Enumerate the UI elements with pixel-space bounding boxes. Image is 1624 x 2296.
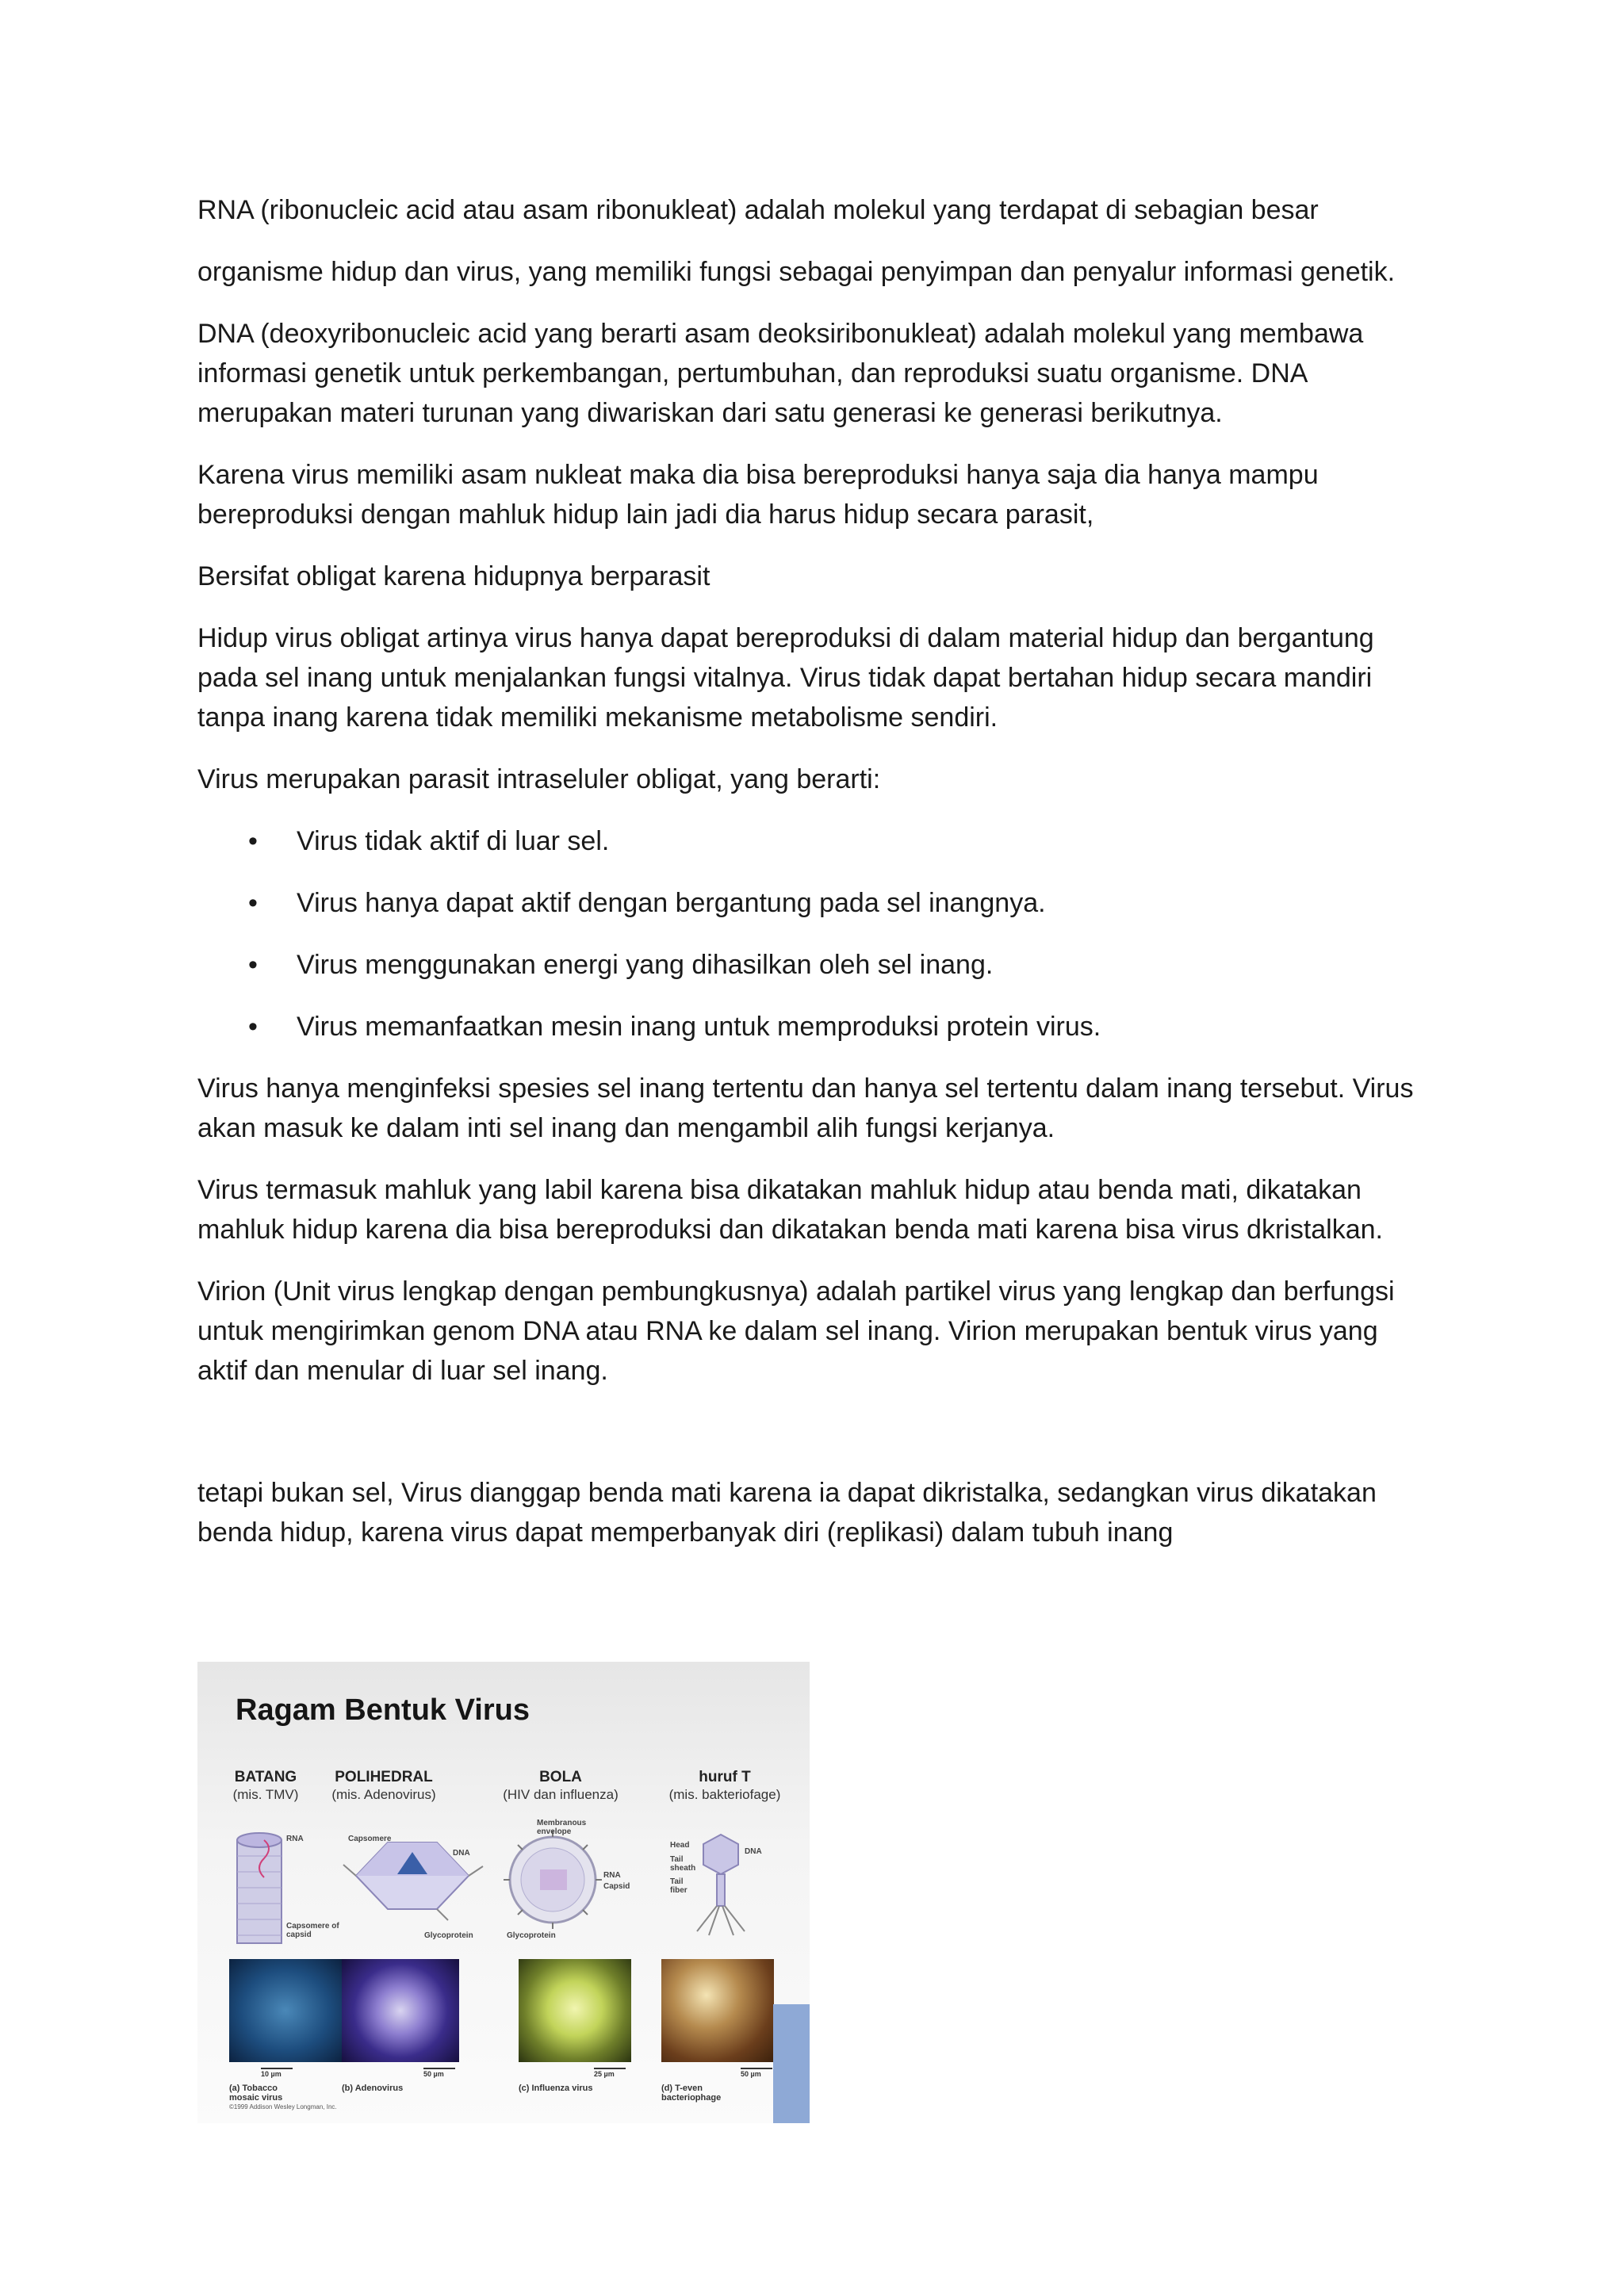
column-sub-batang: (mis. TMV) [232, 1787, 299, 1802]
label-tail-fiber: Tail fiber [670, 1877, 688, 1895]
bullet-icon: • [248, 888, 258, 918]
list-item-text: Virus hanya dapat aktif dengan bergantung pada sel inangnya. [297, 888, 1046, 918]
label-dna: DNA [453, 1849, 470, 1858]
label-glycoprotein: Glycoprotein [424, 1931, 473, 1940]
column-sub-huruf-t: (mis. bakteriofage) [668, 1787, 781, 1802]
paragraph-rna-1: RNA (ribonucleic acid atau asam ribonukleat) adalah molekul yang terdapat di sebagian besar [197, 195, 1319, 225]
column-head-bola: BOLA [539, 1769, 582, 1785]
spacer [197, 1575, 1434, 1662]
adenovirus-micrograph [342, 1959, 459, 2062]
label-membranous-envelope: Membranous envelope [537, 1819, 587, 1836]
rod-virus-diagram [237, 1833, 282, 1943]
spacer [197, 1413, 1434, 1473]
scale-bar-c: 25 µm [594, 2068, 626, 2078]
bullet-icon: • [248, 1012, 258, 1042]
column-sub-bola: (HIV dan influenza) [503, 1787, 619, 1802]
sphere-virus-diagram [504, 1831, 602, 1929]
column-head-batang: BATANG [234, 1769, 297, 1785]
list-item [197, 1007, 1434, 1047]
label-dna-phage: DNA [745, 1847, 762, 1856]
influenza-micrograph [519, 1959, 631, 2062]
virus-shapes-figure [197, 1662, 810, 2123]
label-rna-sphere: RNA [603, 1871, 621, 1880]
caption-influenza: (c) Influenza virus [519, 2084, 593, 2093]
label-capsid: Capsid [603, 1882, 630, 1891]
figure-copyright: ©1999 Addison Wesley Longman, Inc. [229, 2103, 337, 2110]
label-capsomere-of-capsid: Capsomere of capsid [286, 1922, 339, 1939]
paragraph-parasit-intraseluler: Virus merupakan parasit intraseluler obligat, yang berarti: [197, 764, 881, 794]
bacteriophage-micrograph [661, 1959, 774, 2062]
paragraph-bukan-sel: tetapi bukan sel, Virus dianggap benda mati karena ia dapat dikristalka, sedangkan virus dikatakan benda hidup, karena virus dapat memperbanyak diri (replikasi) dalam tubuh inang [197, 1478, 1377, 1548]
figure-title: Ragam Bentuk Virus [236, 1693, 530, 1727]
bullet-icon: • [248, 950, 258, 980]
column-head-huruf-t: huruf T [699, 1769, 751, 1785]
list-item-text: Virus memanfaatkan mesin inang untuk memproduksi protein virus. [297, 1012, 1101, 1042]
column-head-polihedral: POLIHEDRAL [335, 1769, 433, 1785]
list-item-text: Virus tidak aktif di luar sel. [297, 826, 610, 856]
paragraph-dna: DNA (deoxyribonucleic acid yang berarti asam deoksiribonukleat) adalah molekul yang membawa informasi genetik untuk perkembangan, pertumbuhan, dan reproduksi suatu organisme. DNA merupakan materi turunan yang diwariskan dari satu generasi ke generasi berikutnya. [197, 319, 1364, 428]
scale-bar-a: 10 µm [261, 2068, 293, 2078]
label-head: Head [670, 1841, 690, 1850]
bacteriophage-diagram [697, 1835, 745, 1935]
label-glycoprotein-sphere: Glycoprotein [507, 1931, 556, 1940]
list-item-text: Virus menggunakan energi yang dihasilkan oleh sel inang. [297, 950, 994, 980]
paragraph-reproduksi: Karena virus memiliki asam nukleat maka dia bisa bereproduksi hanya saja dia hanya mampu bereproduksi dengan mahluk hidup lain jadi dia harus hidup secara parasit, [197, 460, 1319, 530]
label-capsomere: Capsomere [348, 1835, 392, 1843]
paragraph-labil: Virus termasuk mahluk yang labil karena bisa dikatakan mahluk hidup atau benda mati, dikatakan mahluk hidup karena dia bisa bereproduksi dan dikatakan benda mati karena bisa virus dkristalkan. [197, 1175, 1383, 1245]
caption-adenovirus: (b) Adenovirus [342, 2084, 404, 2093]
tmv-micrograph [229, 1959, 342, 2062]
bullet-icon: • [248, 826, 258, 856]
label-tail-sheath: Tail sheath [670, 1855, 696, 1873]
label-rna: RNA [286, 1835, 304, 1843]
decorative-corner [773, 2004, 810, 2123]
caption-t-even-bacteriophage: (d) T-even bacteriophage [661, 2084, 722, 2103]
paragraph-hidup-obligat: Hidup virus obligat artinya virus hanya dapat bereproduksi di dalam material hidup dan bergantung pada sel inang untuk menjalankan fungsi vitalnya. Virus tidak dapat bertahan hidup secara mandiri tanpa inang karena tidak memiliki mekanisme metabolisme sendiri. [197, 623, 1374, 733]
scale-bar-b: 50 µm [423, 2068, 455, 2078]
paragraph-virion: Virion (Unit virus lengkap dengan pembungkusnya) adalah partikel virus yang lengkap dan berfungsi untuk mengirimkan genom DNA atau RNA ke dalam sel inang. Virion merupakan bentuk virus yang aktif dan menular di luar sel inang. [197, 1276, 1395, 1386]
paragraph-inang-spesifik: Virus hanya menginfeksi spesies sel inang tertentu dan hanya sel tertentu dalam inang tersebut. Virus akan masuk ke dalam inti sel inang dan mengambil alih fungsi kerjanya. [197, 1073, 1414, 1143]
bullet-list [197, 821, 1434, 1047]
list-item [197, 883, 1434, 923]
scale-bar-d: 50 µm [741, 2068, 772, 2078]
caption-tobacco-mosaic: (a) Tobacco mosaic virus [229, 2084, 283, 2103]
list-item [197, 821, 1434, 861]
list-item [197, 945, 1434, 985]
column-sub-polihedral: (mis. Adenovirus) [331, 1787, 436, 1802]
paragraph-obligat: Bersifat obligat karena hidupnya berparasit [197, 561, 710, 591]
document-page [197, 190, 1434, 2123]
paragraph-rna-2: organisme hidup dan virus, yang memiliki fungsi sebagai penyimpan dan penyalur informasi genetik. [197, 257, 1396, 287]
